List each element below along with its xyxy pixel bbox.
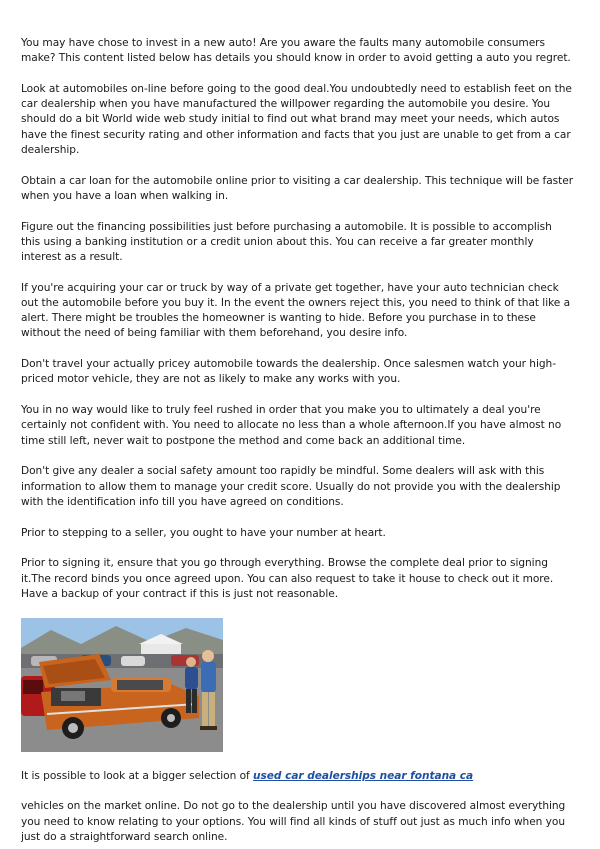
dealership-link[interactable]: used car dealerships near fontana ca <box>253 769 474 782</box>
paragraph-private-seller: If you're acquiring your car or truck by way of a private get together, have your auto technician check out the automobile before you buy it. In the event the owners reject this, you need to think of that like a alert. There might be troubles the homeowner is wanting to hide. Before you purchase in to these without the need of being familiar with them beforehand, you desire info. <box>21 281 571 340</box>
paragraph-research: Look at automobiles on-line before going to the good deal.You undoubtedly need to establish feet on the car dealership when you have manufactured the willpower regarding the automobile you desire. You should do a bit World wide web study initial to find out what brand may meet your needs, which autos have the finest security rating and other information and facts that you just are unable to get from a car dealership. <box>21 83 572 156</box>
paragraph-intro: You may have chose to invest in a new auto! Are you aware the faults many automobile consumers make? This content listed below has details you should know in order to avoid getting a auto you regret. <box>21 37 571 65</box>
link-sentence-prefix: It is possible to look at a bigger selection of <box>21 769 254 782</box>
paragraph-rushed: You in no way would like to truly feel rushed in order that you make you to ultimately a deal you're certainly not confident with. You need to allocate no less than a whole afternoon.If you have almost no time still left, never wait to postpone the method and come back an additional time. <box>21 404 562 447</box>
paragraph-closing: vehicles on the market online. Do not go to the dealership until you have discovered almost everything you need to know relating to your options. You will find all kinds of stuff out just as much info when you just do a straightforward search online. <box>21 800 566 843</box>
paragraph-number: Prior to stepping to a seller, you ought to have your number at heart. <box>21 526 386 539</box>
paragraph-signing: Prior to signing it, ensure that you go through everything. Browse the complete deal prior to signing it.The record binds you once agreed upon. You can also request to take it house to check out it more. Have a backup of your contract if this is just not reasonable. <box>21 557 554 600</box>
paragraph-social-security: Don't give any dealer a social safety amount too rapidly be mindful. Some dealers will ask with this information to allow them to manage your credit score. Usually do not provide you with the dealership with the identification info till you have agreed on conditions. <box>21 465 561 508</box>
paragraph-link-sentence <box>21 769 574 784</box>
paragraph-financing: Figure out the financing possibilities just before purchasing a automobile. It is possible to accomplish this using a banking institution or a credit union about this. You can receive a far greater monthly interest as a result. <box>21 220 552 264</box>
paragraph-pricey-car: Don't travel your actually pricey automobile towards the dealership. Once salesmen watch your high-priced motor vehicle, they are not as likely to make any works with you. <box>21 358 556 386</box>
car-dealership-photo <box>21 618 223 752</box>
paragraph-car-loan: Obtain a car loan for the automobile online prior to visiting a car dealership. This technique will be faster when you have a loan when walking in. <box>21 174 574 202</box>
